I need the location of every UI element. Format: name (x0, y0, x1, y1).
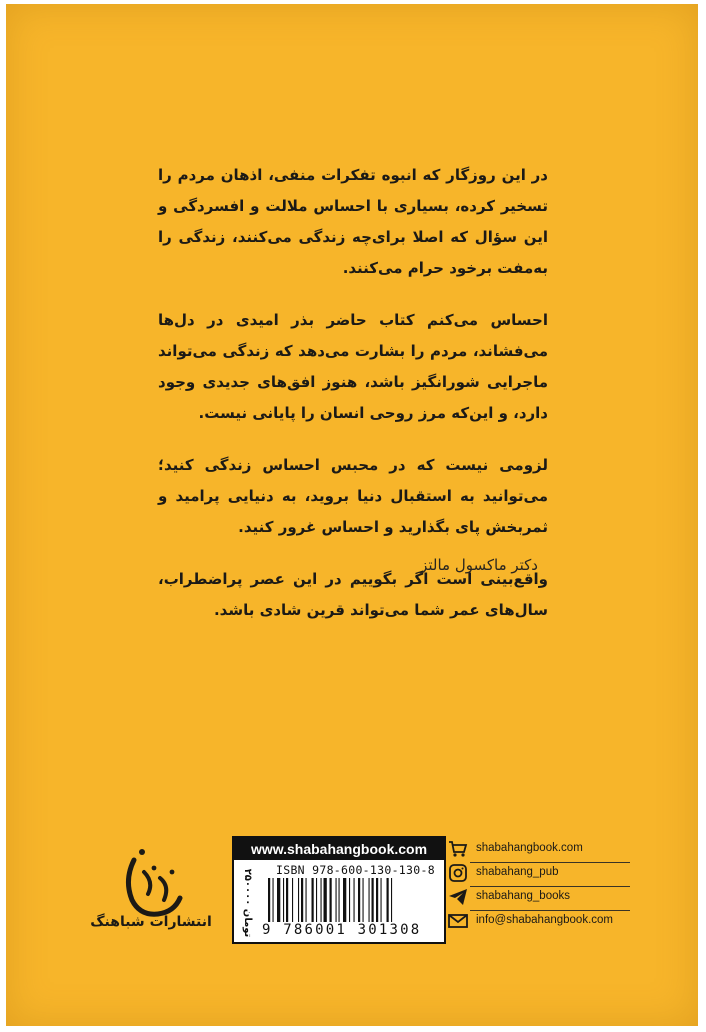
barcode-bar (292, 878, 293, 922)
barcode-bar (372, 878, 374, 922)
publisher-logo-mark (114, 842, 196, 920)
isbn-text: ISBN 978-600-130-130-8 (276, 863, 435, 877)
barcode-bar (358, 878, 360, 922)
barcode-bar (391, 878, 392, 922)
barcode-bar (330, 878, 332, 922)
barcode-bar (363, 878, 364, 922)
contact-email-text: info@shabahangbook.com (476, 914, 613, 926)
contact-website[interactable] (448, 838, 698, 862)
barcode-bar (343, 878, 346, 922)
contact-divider (470, 910, 630, 911)
instagram-icon (448, 864, 468, 882)
contact-divider (470, 886, 630, 887)
barcode-bar (324, 878, 327, 922)
barcode-bar (273, 878, 274, 922)
barcode-bar (339, 878, 340, 922)
contact-website-text: shabahangbook.com (476, 842, 583, 854)
publisher-name: انتشارات شباهنگ (90, 914, 212, 930)
author-name: دکتر ماکسول مالتز (420, 556, 538, 574)
barcode-box (232, 836, 446, 944)
barcode-number: 9 786001 301308 (262, 922, 422, 938)
barcode-bar (283, 878, 284, 922)
blurb-paragraph-4: واقع‌بینی است اگر بگوییم در این عصر پراضطراب، سال‌های عمر شما می‌تواند قرین شادی باشد. (158, 570, 548, 619)
barcode-bar (369, 878, 370, 922)
barcode-bar (354, 878, 355, 922)
contact-email[interactable] (448, 910, 698, 934)
publisher-logo (114, 842, 196, 920)
barcode-bar (286, 878, 288, 922)
barcode-bar (277, 878, 280, 922)
website-url[interactable]: www.shabahangbook.com (234, 838, 444, 860)
barcode-bar (349, 878, 350, 922)
barcode-bar (381, 878, 382, 922)
barcode-bar (268, 878, 270, 922)
barcode-bar (306, 878, 307, 922)
barcode-bar (336, 878, 337, 922)
shopping-cart-icon (448, 840, 468, 858)
barcode-bars (266, 878, 436, 922)
telegram-icon (448, 888, 468, 906)
barcode-bar (301, 878, 303, 922)
email-icon (448, 912, 468, 930)
barcode-bar (387, 878, 389, 922)
contact-list (448, 838, 698, 934)
contact-instagram[interactable] (448, 862, 698, 886)
contact-instagram-text: shabahang_pub (476, 866, 559, 878)
barcode-bar (298, 878, 299, 922)
blurb-paragraph-3: لزومی نیست که در محبس احساس زندگی کنید؛ می‌توانید به استقبال دنیا بروید، به دنیایی پرامید و ثمربخش پای بگذارید و احساس غرور کنید. (158, 456, 548, 536)
barcode-bar (316, 878, 317, 922)
barcode-bar (321, 878, 322, 922)
book-back-cover (6, 4, 698, 1026)
contact-telegram[interactable] (448, 886, 698, 910)
price-label (236, 868, 260, 938)
contact-divider (470, 862, 630, 863)
blurb-paragraph-1: در این روزگار که انبوه تفکرات منفی، اذهان مردم را تسخیر کرده، بسیاری با احساس ملالت و افسردگی و این سؤال که اصلا برای‌چه زندگی می‌کنند، زندگی را به‌مفت برخود حرام می‌کنند. (158, 166, 548, 277)
contact-telegram-text: shabahang_books (476, 890, 570, 902)
blurb-paragraph-2: احساس می‌کنم کتاب حاضر بذر امیدی در دل‌ها می‌فشاند، مردم را بشارت می‌دهد که زندگی می‌تواند ماجرایی شورانگیز باشد، هنوز افق‌های جدیدی وجود دارد، و این‌که مرز روحی انسان را پایانی نیست. (158, 311, 548, 422)
barcode-bar (312, 878, 314, 922)
price-text: ۲۵۰۰۰۰ تومان (242, 868, 253, 938)
barcode-bar (376, 878, 378, 922)
